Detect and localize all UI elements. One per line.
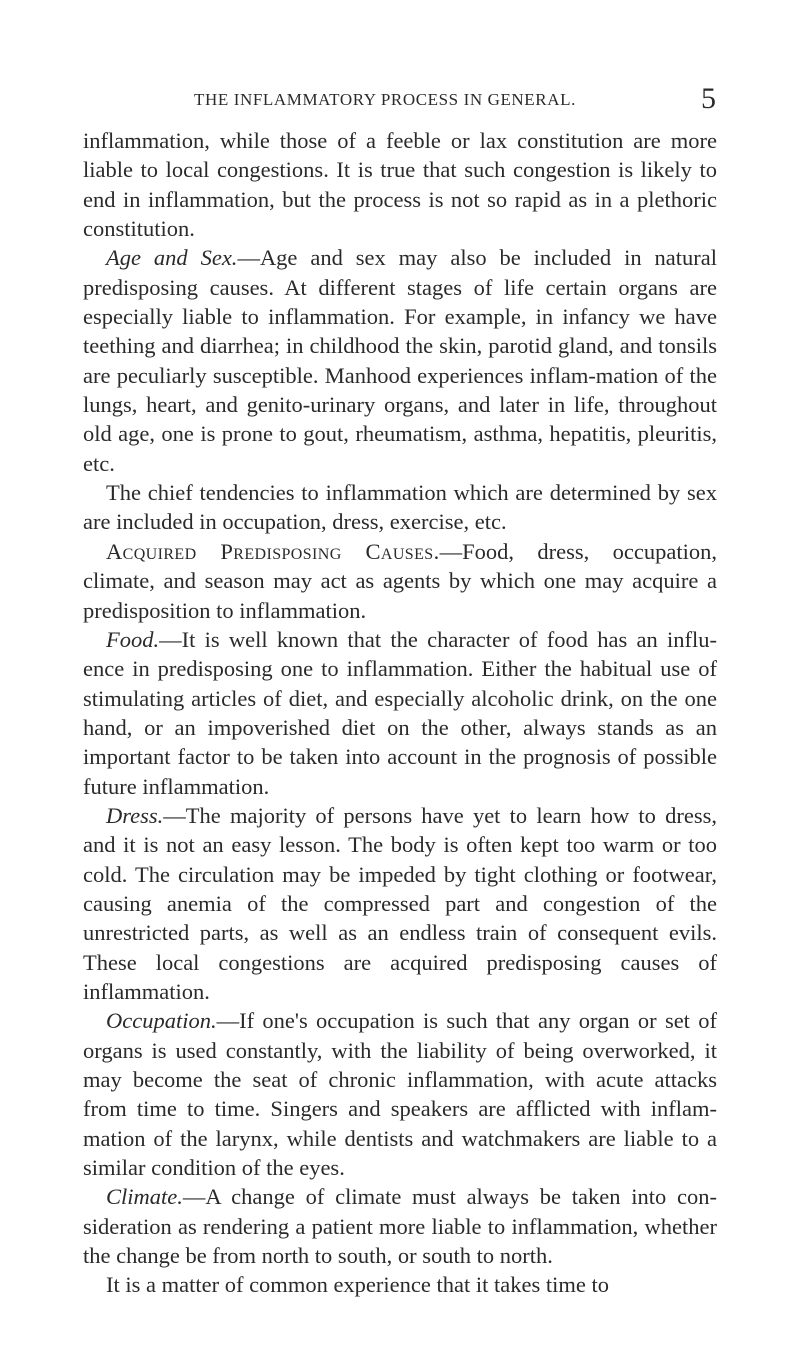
section-heading-acquired-causes: Acquired Predisposing Causes. (106, 538, 440, 564)
section-heading-occupation: Occupation. (106, 1008, 217, 1034)
paragraph-text: —A change of climate must always be taken into con-sideration as rendering a patient more liable to inflammation, whether the change be from north to south, or south to north. (83, 1184, 717, 1269)
paragraph-text: inflammation, while those of a feeble or lax constitution are more liable to local congestions. It is true that such congestion is likely to end in inflammation, but the process is not so rapid as in a plethoric constitution. (83, 128, 717, 242)
section-heading-food: Food. (106, 626, 160, 652)
paragraph-occupation (83, 1006, 717, 1182)
paragraph-text: —Age and sex may also be included in natural predisposing causes. At different stages of life certain organs are especially liable to inflammation. For example, in infancy we have teething and diarrhea; in childhood the skin, parotid gland, and tonsils are peculiarly susceptible. Manhood experiences inflam-mation of the lungs, heart, and genito-urinary organs, and later in life, throughout old age, one is prone to gout, rheumatism, asthma, hepatitis, pleuritis, etc. (83, 245, 717, 476)
page-number: 5 (701, 82, 716, 115)
section-heading-climate: Climate. (106, 1184, 183, 1210)
paragraph-text: —If one's occupation is such that any organ or set of organs is used constantly, with the liability of being overworked, it may become the seat of chronic inflammation, with acute attacks from time to time. Singers and speakers are afflicted with inflam-mation of the larynx, while dentists and watchmakers are liable to a similar condition of the eyes. (83, 1008, 717, 1181)
paragraph-text: The chief tendencies to inflammation which are determined by sex are included in occupation, dress, exercise, etc. (83, 480, 717, 535)
paragraph-food (83, 625, 717, 801)
paragraph-climate (83, 1182, 717, 1270)
paragraph-acquired-causes (83, 537, 717, 625)
paragraph-common-experience (83, 1270, 717, 1299)
paragraph-text: —Food, dress, occupation, climate, and season may act as agents by which one may acquire a predisposition to inflammation. (83, 538, 717, 623)
paragraph-dress (83, 801, 717, 1006)
body-text (83, 126, 717, 1300)
paragraph-text: It is a matter of common experience that it takes time to (106, 1272, 609, 1298)
paragraph-constitution-continued (83, 126, 717, 243)
paragraph-sex-tendencies (83, 478, 717, 537)
paragraph-age-and-sex (83, 243, 717, 478)
paragraph-text: —The majority of persons have yet to learn how to dress, and it is not an easy lesson. The body is often kept too warm or too cold. The circulation may be impeded by tight clothing or footwear, causing anemia of the compressed part and congestion of the unrestricted parts, as well as an endless train of consequent evils. These local congestions are acquired predisposing causes of inflammation. (83, 802, 717, 1004)
paragraph-text: —It is well known that the character of food has an influ-ence in predisposing one to inflammation. Either the habitual use of stimulating articles of diet, and especially alcoholic drink, on the one hand, or an impoverished diet on the other, always stands as an important factor to be taken into account in the prognosis of possible future inflammation. (83, 626, 717, 799)
running-title: THE INFLAMMATORY PROCESS IN GENERAL. (194, 90, 576, 109)
section-heading-dress: Dress. (106, 802, 164, 828)
section-heading-age-and-sex: Age and Sex. (106, 245, 238, 271)
running-head (0, 82, 800, 116)
